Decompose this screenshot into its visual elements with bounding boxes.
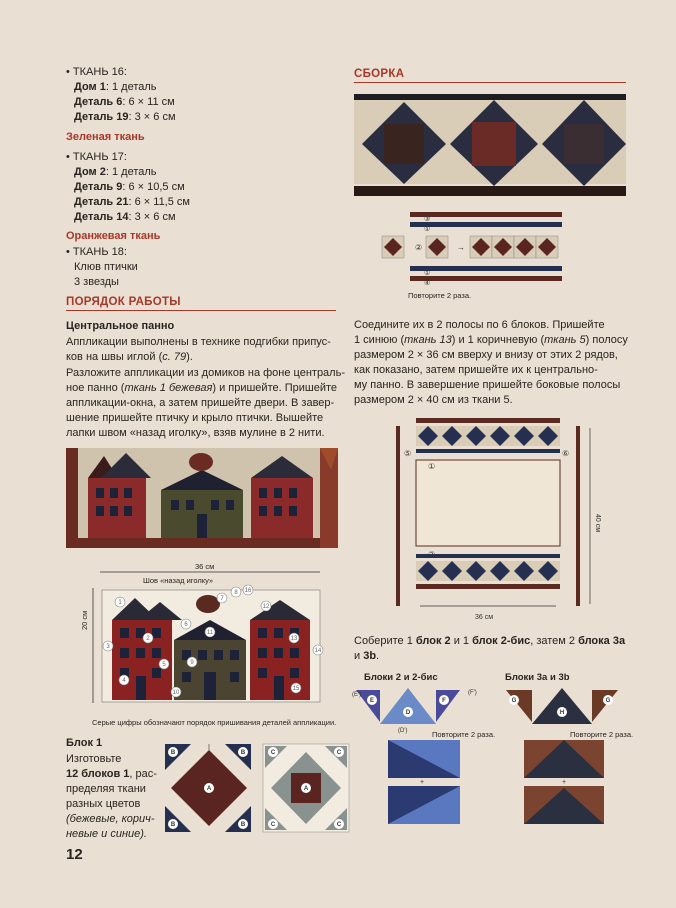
svg-text:+: +	[561, 779, 567, 786]
svg-text:2: 2	[146, 636, 150, 642]
fabric16-line2: Деталь 6: 6 × 11 см	[74, 96, 175, 108]
svg-text:①: ①	[428, 462, 436, 471]
fabric17-title: • ТКАНЬ 17:	[66, 151, 127, 163]
repeat-twice-1: Повторите 2 раза.	[408, 291, 472, 300]
svg-text:B: B	[240, 822, 246, 828]
blocks2-title: Блоки 2 и 2-бис	[364, 672, 438, 683]
orange-fabric-title: Оранжевая ткань	[66, 230, 161, 242]
svg-text:C: C	[336, 822, 342, 828]
blocks2-diagram	[350, 682, 490, 832]
svg-text:②: ②	[415, 243, 423, 252]
work-order-heading: ПОРЯДОК РАБОТЫ	[66, 296, 336, 311]
fabric16-title: • ТКАНЬ 16:	[66, 66, 127, 78]
svg-text:⑤: ⑤	[404, 449, 412, 458]
svg-text:9: 9	[190, 660, 194, 666]
svg-text:A: A	[206, 786, 212, 792]
svg-text:6: 6	[184, 622, 188, 628]
svg-text:①: ①	[424, 226, 431, 233]
svg-text:13: 13	[290, 636, 298, 642]
page-number: 12	[66, 846, 83, 863]
svg-text:D: D	[405, 710, 411, 716]
svg-text:B: B	[170, 822, 176, 828]
assembly-heading: СБОРКА	[354, 68, 626, 83]
svg-text:(D'): (D')	[398, 728, 408, 734]
paragraph-applique: Аппликации выполнены в технике подгибки припус- ков на швы иглой (с. 79).	[66, 336, 331, 363]
svg-text:⑥: ⑥	[562, 449, 570, 458]
svg-text:C: C	[270, 822, 276, 828]
frame-assembly-diagram	[390, 414, 610, 626]
blocks3-title: Блоки 3a и 3b	[505, 672, 570, 683]
svg-text:H: H	[559, 710, 565, 716]
svg-text:4: 4	[122, 678, 126, 684]
svg-text:3: 3	[106, 644, 110, 650]
svg-text:15: 15	[292, 686, 300, 692]
svg-text:B: B	[170, 750, 176, 756]
svg-text:12: 12	[262, 604, 270, 610]
paragraph-strips: Соедините их в 2 полосы по 6 блоков. Пришейте 1 синюю (ткань 13) и 1 коричневую (ткань 5) полосу размером 2 × 36 см вверху и внизу от этих 2 рядов, как показано, затем пришейте их к центрально- му панно. В завершение пришейте боковые полосы размером 2 × 40 см из ткани 5.	[354, 319, 628, 406]
svg-text:②: ②	[428, 550, 436, 559]
fabric16-line3: Деталь 19: 3 × 6 см	[74, 111, 176, 123]
svg-text:B: B	[240, 750, 246, 756]
svg-text:(F'): (F')	[468, 690, 477, 696]
svg-text:36 см: 36 см	[475, 614, 494, 621]
applique-diagram	[90, 568, 330, 713]
svg-text:(E'): (E')	[352, 692, 362, 698]
green-fabric-title: Зеленая ткань	[66, 131, 145, 143]
svg-text:E: E	[369, 698, 375, 704]
blocks3-diagram	[500, 682, 630, 832]
fabric17-line3: Деталь 21: 6 × 11,5 см	[74, 196, 190, 208]
houses-quilt-photo	[66, 448, 338, 548]
fabric18-line1: Клюв птички	[74, 261, 138, 273]
fabric18-line2: 3 звезды	[74, 276, 119, 288]
svg-text:7: 7	[220, 596, 224, 602]
diagram-height-label: 20 см	[80, 610, 89, 630]
svg-text:→: →	[457, 243, 465, 252]
repeat-twice-2: Повторите 2 раза.	[432, 730, 496, 739]
svg-text:+: +	[419, 779, 425, 786]
svg-text:11: 11	[206, 630, 214, 636]
diagram-width-label: 36 см	[195, 562, 215, 571]
svg-text:A: A	[303, 786, 309, 792]
fabric17-line2: Деталь 9: 6 × 10,5 см	[74, 181, 185, 193]
svg-text:G: G	[511, 698, 517, 704]
diagram-caption: Серые цифры обозначают порядок пришивания деталей аппликации.	[92, 718, 337, 727]
stitch-label: Шов «назад иголку»	[143, 576, 214, 585]
block1-diagram	[163, 742, 353, 837]
repeat-twice-3: Повторите 2 раза.	[570, 730, 634, 739]
svg-text:C: C	[336, 750, 342, 756]
border-strip-photo	[354, 94, 626, 198]
block1-title: Блок 1	[66, 737, 103, 749]
svg-text:①: ①	[424, 270, 431, 277]
svg-text:G: G	[605, 698, 611, 704]
svg-text:1: 1	[118, 600, 122, 606]
central-panel-title: Центральное панно	[66, 320, 175, 332]
paragraph-blocks: Соберите 1 блок 2 и 1 блок 2-бис, затем 2 блока 3a и 3b.	[354, 635, 626, 662]
svg-text:④: ④	[424, 280, 431, 287]
svg-text:5: 5	[162, 662, 166, 668]
svg-text:14: 14	[314, 648, 322, 654]
fabric16-line1: Дом 1: 1 деталь	[74, 81, 157, 93]
fabric18-title: • ТКАНЬ 18:	[66, 246, 127, 258]
svg-text:C: C	[270, 750, 276, 756]
fabric17-line1: Дом 2: 1 деталь	[74, 166, 157, 178]
paragraph-houses: Разложите аппликации из домиков на фоне централь- ное панно (ткань 1 бежевая) и пришейте. Пришейте аппликации-окна, а затем пришейте двери. В завер- шение пришейте птичку и крыло птички. Вышейте лапки швом «назад иголку», взяв мулине в 2 нити.	[66, 367, 345, 439]
svg-text:10: 10	[172, 690, 180, 696]
svg-text:F: F	[442, 698, 446, 704]
strip-assembly-diagram	[380, 208, 570, 288]
svg-text:8: 8	[234, 590, 238, 596]
svg-text:16: 16	[244, 588, 252, 594]
svg-text:③: ③	[424, 216, 431, 223]
fabric17-line4: Деталь 14: 3 × 6 см	[74, 211, 176, 223]
svg-text:40 см: 40 см	[594, 514, 601, 533]
block1-text: Изготовьте 12 блоков 1, рас- пределяя ткани разных цветов (бежевые, корич- невые и синие).	[66, 753, 157, 840]
